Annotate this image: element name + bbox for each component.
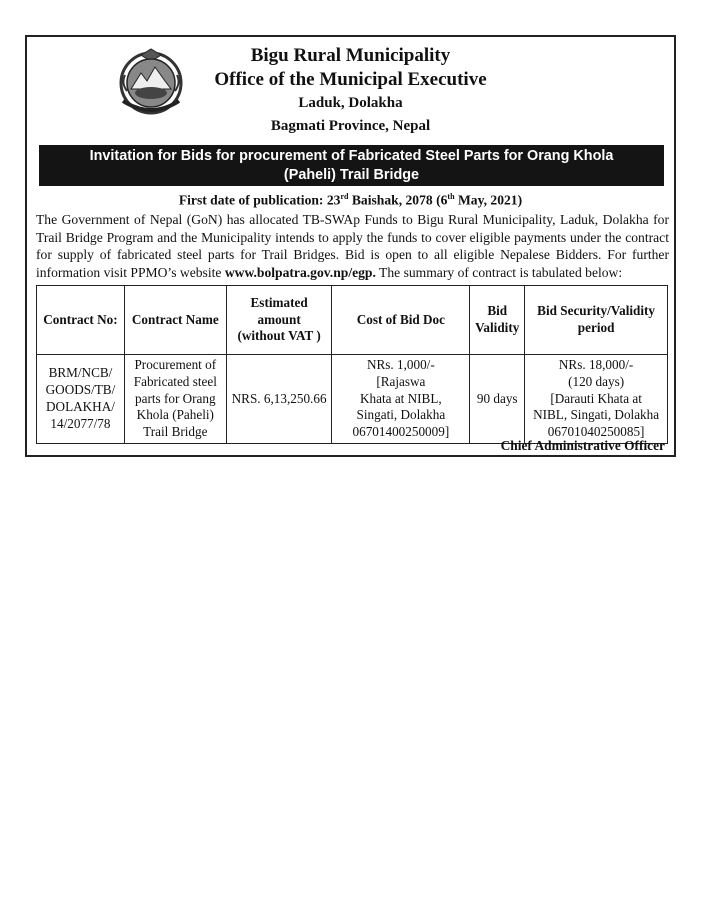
notice-title-banner <box>39 145 664 186</box>
table-header-row <box>37 286 668 355</box>
cell-line: GOODS/TB/ <box>45 382 116 398</box>
header-bid-security <box>525 286 668 355</box>
cell-line: 14/2077/78 <box>50 415 111 431</box>
header-line: period <box>577 320 615 335</box>
header-estimated-amount <box>226 286 332 355</box>
header-line: Contract No: <box>43 311 118 327</box>
header-line: Bid Security/Validity <box>537 303 656 319</box>
header-line: (without VAT ) <box>237 328 321 344</box>
cell-line: [Rajaswa <box>376 373 426 389</box>
cell-estimated-amount <box>226 355 332 444</box>
header-bid-validity <box>470 286 525 355</box>
notice-body <box>36 211 669 281</box>
pub-prefix: First date of publication: 23 <box>178 192 341 208</box>
bid-notice <box>25 35 676 457</box>
header-line: amount <box>257 311 301 327</box>
office-province: Bagmati Province, Nepal <box>270 118 431 134</box>
cell-contract-name <box>124 355 226 444</box>
header-cost-of-bid-doc <box>332 286 470 355</box>
notice-title-line-1: Invitation for Bids for procurement of Fabricated Steel Parts for Orang Khola <box>89 148 614 164</box>
table-body <box>37 355 668 444</box>
cell-line: NIBL, Singati, Dolakha <box>533 407 660 423</box>
cell-cost-of-bid-doc <box>332 355 470 444</box>
contract-summary-table <box>36 285 668 444</box>
pub-sup-2: th <box>447 192 455 201</box>
office-location: Laduk, Dolakha <box>298 95 403 111</box>
header-line: Contract Name <box>131 311 219 327</box>
cell-line: 06701400250009] <box>352 424 450 440</box>
table-row <box>37 355 668 444</box>
header-contract-name <box>124 286 226 355</box>
pub-suffix: May, 2021) <box>454 192 523 208</box>
pub-sup-1: rd <box>340 192 349 201</box>
cell-line: (120 days) <box>568 373 625 389</box>
cell-line: NRs. 18,000/- <box>558 357 634 372</box>
cell-line: 06701040250085] <box>547 424 645 440</box>
header-line: Validity <box>475 320 520 335</box>
publication-date <box>27 192 674 209</box>
cell-line: BRM/NCB/ <box>48 365 113 381</box>
cell-line: Procurement of <box>134 357 217 372</box>
signatory: Chief Administrative Officer <box>500 438 665 453</box>
cell-line: [Darauti Khata at <box>550 390 642 406</box>
header-line: Bid <box>487 303 508 319</box>
cell-bid-security <box>525 355 668 444</box>
body-text-1: The Government of Nepal (GoN) has allocated TB-SWAp Funds to Bigu Rural Municipality, Laduk, Dolakha for Trail Bridge Program and the Municipality intends to apply the funds to cover eligible payments under the contract for supply of fabricated steel parts for Trail Bridges. Bid is open to all eligible Nepalese Bidders. For further information visit PPMO’s website <box>36 212 669 280</box>
cell-line: Khata at NIBL, <box>360 390 442 406</box>
pub-mid: Baishak, 2078 (6 <box>348 192 448 208</box>
cell-line: Khola (Paheli) <box>136 407 214 423</box>
office-name: Office of the Municipal Executive <box>214 69 487 90</box>
cell-line: DOLAKHA/ <box>46 399 115 414</box>
cell-contract-no <box>37 355 125 444</box>
cell-line: NRS. 6,13,250.66 <box>231 390 327 406</box>
header-line: Cost of Bid Doc <box>356 311 446 327</box>
municipality-name: Bigu Rural Municipality <box>250 45 451 66</box>
cell-line: Singati, Dolakha <box>356 407 446 423</box>
header-contract-no <box>37 286 125 355</box>
cell-bid-validity <box>470 355 525 444</box>
cell-line: Fabricated steel <box>133 373 217 389</box>
cell-line: parts for Orang <box>135 390 216 406</box>
header-line: Estimated <box>250 294 308 310</box>
cell-line: Trail Bridge <box>143 424 208 440</box>
body-text-2: The summary of contract is tabulated below: <box>375 264 623 280</box>
cell-line: 90 days <box>476 390 518 406</box>
notice-title-line-2: (Paheli) Trail Bridge <box>283 167 420 183</box>
ppmo-website-link: www.bolpatra.gov.np/egp. <box>224 264 376 280</box>
cell-line: NRs. 1,000/- <box>366 357 435 372</box>
